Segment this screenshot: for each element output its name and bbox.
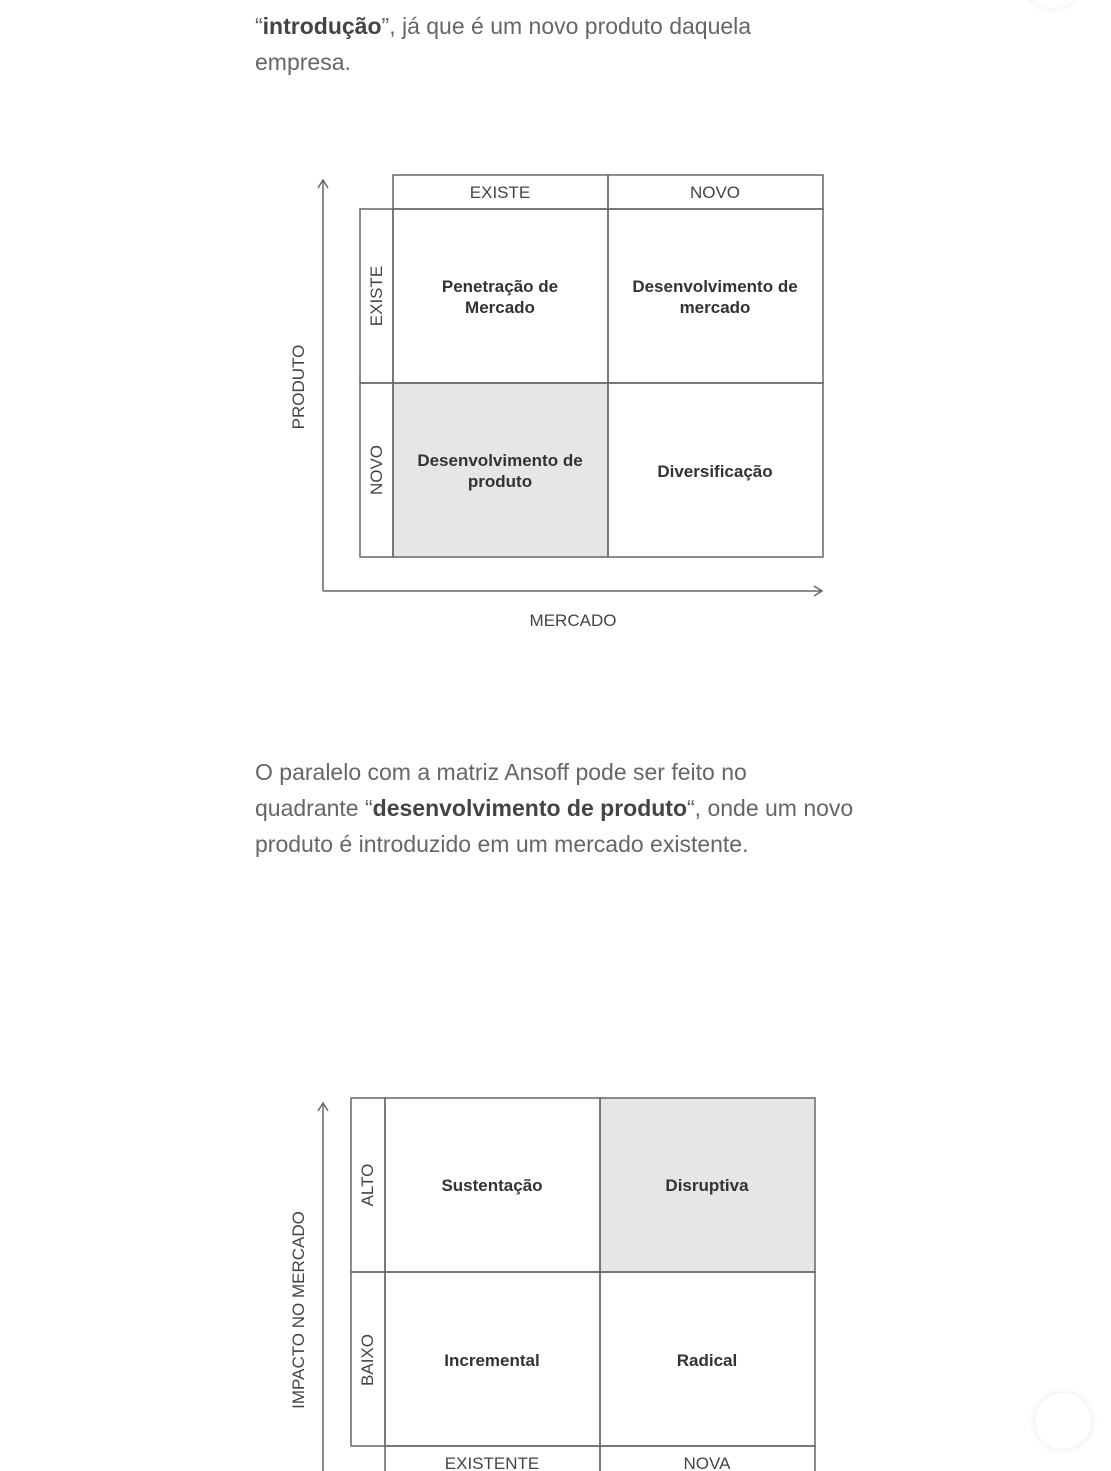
intro-paragraph: “introdução”, já que é um novo produto daquela empresa. [255,13,752,75]
ansoff-x-axis-label: MERCADO [529,611,617,630]
ansoff-y-axis-label: PRODUTO [289,344,308,430]
floating-action-button[interactable] [1035,1393,1091,1449]
ansoff-cell-market-penetration-line1: Penetração de [441,277,559,296]
ansoff-cell-market-development-line2: mercado [679,298,751,317]
ansoff-col-header-existe: EXISTE [469,183,531,202]
innovation-cell-sustaining: Sustentação [441,1176,543,1195]
ansoff-cell-product-development-line2: produto [467,472,533,491]
innovation-cell-radical: Radical [676,1351,738,1370]
ansoff-cell-product-development-line1: Desenvolvimento de [417,451,583,470]
innovation-y-axis-label: IMPACTO NO MERCADO [289,1211,308,1409]
product-development-bold-term: desenvolvimento de produto [372,795,688,821]
innovation-col-header-existente: EXISTENTE [444,1454,540,1471]
ansoff-row-header-novo: NOVO [367,444,386,496]
ansoff-cell-market-penetration-line2: Mercado [465,298,535,317]
ansoff-col-header-novo: NOVO [689,183,741,202]
ansoff-row-header-existe: EXISTE [367,265,386,327]
ansoff-parallel-paragraph: O paralelo com a matriz Ansoff pode ser feito no quadrante “desenvolvimento de produto“, onde um novo produto é introduzido em um mercado existente. [255,759,854,857]
intro-bold-term: introdução [262,13,382,39]
innovation-cell-disruptive: Disruptiva [665,1176,749,1195]
ansoff-cell-market-development-line1: Desenvolvimento de [632,277,798,296]
innovation-cell-incremental: Incremental [444,1351,540,1370]
ansoff-matrix-figure [0,0,1111,660]
ansoff-cell-product-development-fill [393,383,608,557]
innovation-matrix-figure [0,1080,1111,1471]
ansoff-cell-diversification: Diversificação [657,462,773,481]
innovation-row-header-baixo: BAIXO [358,1334,377,1386]
innovation-row-header-alto: ALTO [358,1163,377,1207]
innovation-col-header-nova: NOVA [683,1454,731,1471]
